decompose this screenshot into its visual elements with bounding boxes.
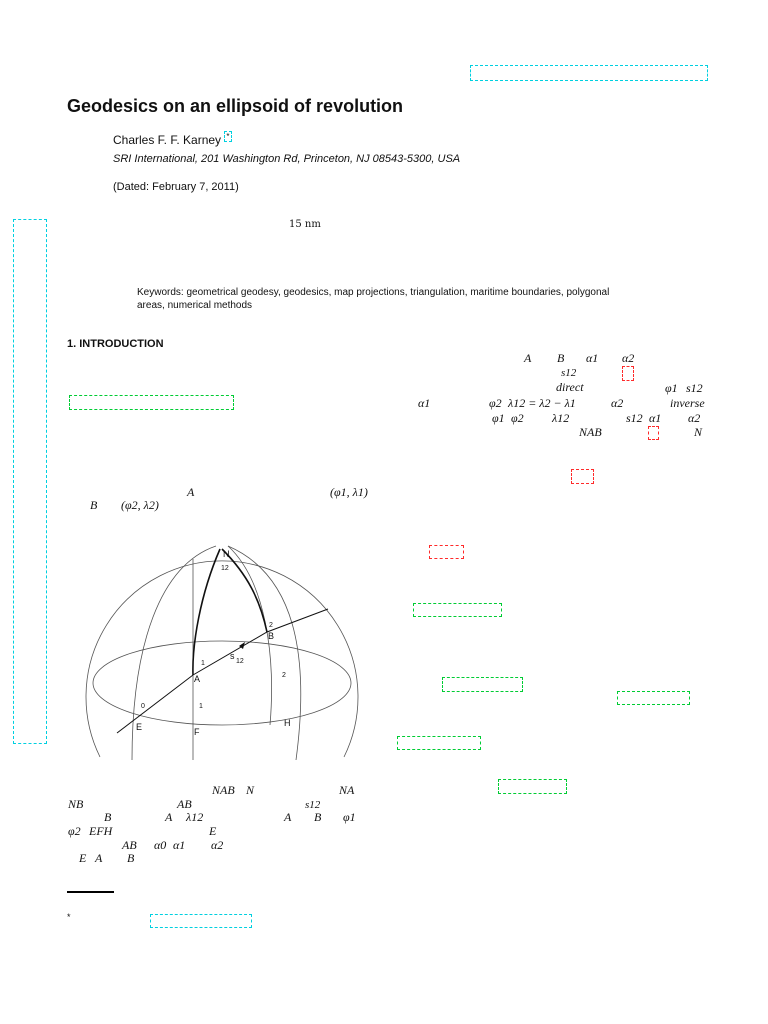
sphere-outline: [86, 561, 358, 757]
ellipsoid-figure: [80, 535, 370, 760]
right-math-alpha2: α2: [622, 351, 635, 365]
right-math-lambda12: λ12: [552, 411, 570, 425]
caption-b-3: B: [127, 851, 135, 865]
footnote-link-4[interactable]: [429, 545, 464, 559]
footnote-rule: [67, 891, 114, 893]
caption-phi1: φ1: [343, 810, 356, 824]
footnote-link-3[interactable]: [571, 469, 594, 484]
meridian-na: [193, 549, 220, 675]
right-math-alpha2c: α2: [688, 411, 701, 425]
section-heading: 1. INTRODUCTION: [67, 338, 164, 350]
caption-a: A: [165, 810, 173, 824]
right-math-s12b: s12: [686, 381, 703, 395]
figure-label-n: N: [223, 549, 230, 559]
accuracy-value: 15 nm: [289, 219, 321, 230]
right-math-phi2b: φ2: [511, 411, 524, 425]
figure-label-a: A: [194, 674, 201, 684]
right-math-inverse: inverse: [670, 396, 705, 410]
reference-link-5[interactable]: [498, 779, 567, 794]
caption-s12: s12: [305, 799, 321, 811]
caption-phi2: φ2: [68, 824, 81, 838]
caption-a-2: A: [284, 810, 292, 824]
right-math-direct: direct: [556, 380, 584, 394]
meridian-left: [132, 546, 216, 760]
left-margin-link-box[interactable]: [13, 219, 47, 744]
figure-label-s: s: [230, 651, 235, 661]
caption-lambda12: λ12: [186, 810, 204, 824]
caption-b: B: [104, 810, 112, 824]
math-point-b: B: [90, 498, 98, 512]
reference-link-1[interactable]: [413, 603, 502, 617]
right-math-s12c: s12: [626, 411, 643, 425]
footnote-link-1[interactable]: [622, 366, 634, 381]
right-math-nab: NAB: [579, 425, 602, 439]
reference-link-2[interactable]: [442, 677, 523, 692]
caption-nb: NB: [68, 797, 84, 811]
arxiv-link-box[interactable]: [470, 65, 708, 81]
figure-number-12: 12: [221, 565, 229, 572]
caption-nab: NAB: [212, 783, 235, 797]
caption-efh: EFH: [89, 824, 113, 838]
right-math-phi1b: φ1: [492, 411, 505, 425]
right-math-phi1: φ1: [665, 381, 678, 395]
figure-number-2-right: 2: [282, 672, 286, 679]
caption-n: N: [246, 783, 255, 797]
math-coords-1: (φ1, λ1): [330, 485, 368, 499]
math-coords-2: (φ2, λ2): [121, 498, 159, 512]
caption-alpha1: α1: [173, 838, 186, 852]
caption-alpha2: α2: [211, 838, 224, 852]
right-math-lambda-equation: λ12 = λ2 − λ1: [508, 396, 576, 410]
caption-e: E: [209, 824, 217, 838]
right-math-phi2: φ2: [489, 396, 502, 410]
right-math-alpha2b: α2: [611, 396, 624, 410]
citation-link[interactable]: [69, 395, 234, 410]
reference-link-4[interactable]: [397, 736, 481, 750]
caption-ab-2: AB: [122, 838, 137, 852]
figure-number-0: 0: [141, 703, 145, 710]
figure-label-h: H: [284, 718, 291, 728]
figure-number-1-mid: 1: [201, 660, 205, 667]
caption-na: NA: [339, 783, 355, 797]
right-math-alpha1c: α1: [649, 411, 662, 425]
page-title: Geodesics on an ellipsoid of revolution: [67, 96, 404, 116]
right-math-s12: s12: [561, 367, 577, 379]
affiliation: SRI International, 201 Washington Rd, Princeton, NJ 08543-5300, USA: [113, 153, 461, 165]
right-math-alpha1: α1: [586, 351, 599, 365]
reference-link-3[interactable]: [617, 691, 690, 705]
footnote-link-2[interactable]: [648, 426, 659, 440]
caption-alpha0: α0: [154, 838, 167, 852]
math-point-a: A: [187, 485, 195, 499]
caption-a-3: A: [95, 851, 103, 865]
figure-number-2-top: 2: [269, 622, 273, 629]
email-link-box[interactable]: [150, 914, 252, 928]
right-math-a: A: [524, 351, 532, 365]
footnote-marker: *: [67, 912, 71, 922]
figure-label-b: B: [268, 631, 275, 641]
author-footnote-link[interactable]: *: [226, 132, 230, 141]
equator: [93, 641, 351, 725]
author-name: Charles F. F. Karney: [113, 133, 222, 147]
author-line: [113, 132, 232, 147]
right-math-b: B: [557, 351, 565, 365]
date-line: (Dated: February 7, 2011): [113, 181, 239, 193]
caption-ab: AB: [177, 797, 192, 811]
geodesic-line: [117, 609, 328, 733]
keywords: Keywords: geometrical geodesy, geodesics, map projections, triangulation, maritime boundaries, polygonal areas, numerical methods: [137, 287, 610, 311]
caption-b-2: B: [314, 810, 322, 824]
figure-label-s-subscript: 12: [236, 658, 244, 665]
right-math-n: N: [694, 425, 703, 439]
caption-e-2: E: [79, 851, 87, 865]
figure-label-e: E: [136, 722, 143, 732]
figure-number-1-low: 1: [199, 703, 203, 710]
right-math-alpha1b: α1: [418, 396, 431, 410]
figure-label-f: F: [194, 727, 200, 737]
